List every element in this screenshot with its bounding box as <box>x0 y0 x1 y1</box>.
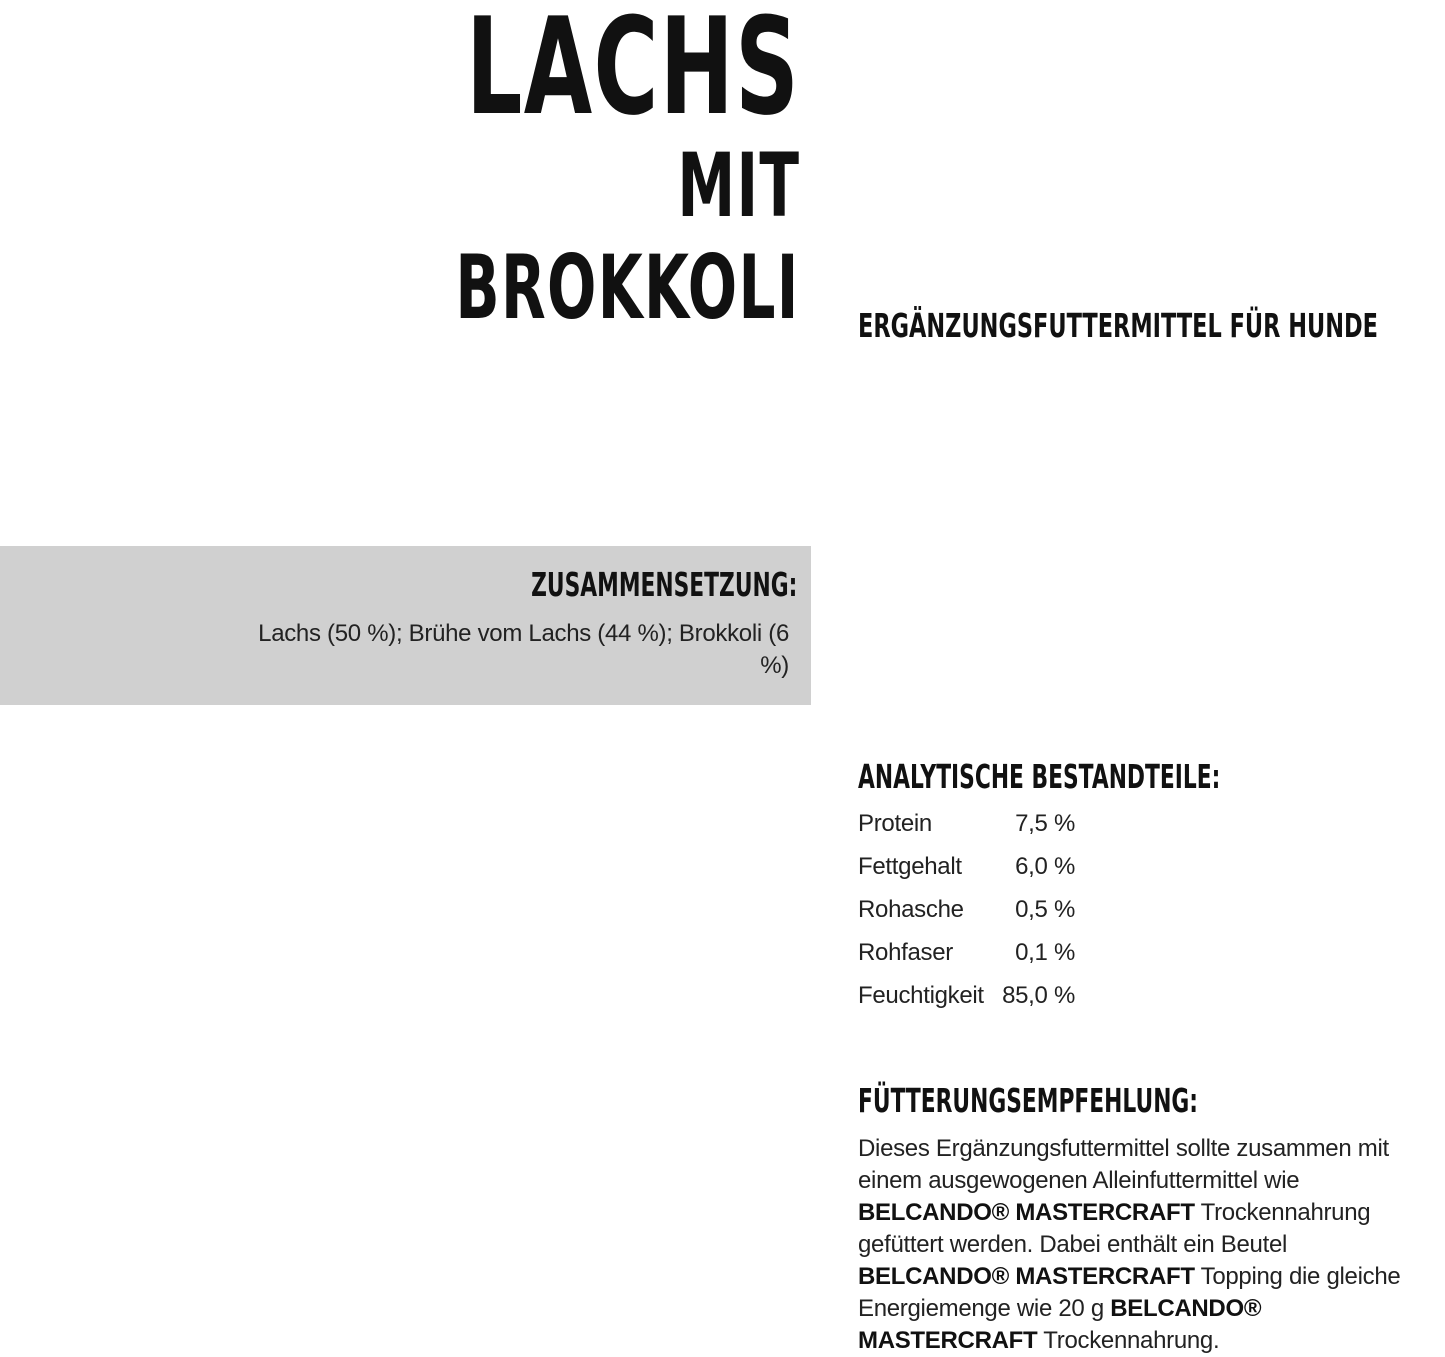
brand-name: BELCANDO® MASTERCRAFT <box>858 1295 1262 1354</box>
composition-heading: ZUSAMMENSETZUNG: <box>530 565 797 604</box>
composition-text: Lachs (50 %); Brühe vom Lachs (44 %); Brokkoli (6 %) <box>258 620 789 679</box>
product-title-line-2: MIT <box>677 134 800 237</box>
feeding-heading: FÜTTERUNGSEMPFEHLUNG: <box>858 1081 1199 1120</box>
analytic-name: Protein <box>858 810 932 837</box>
feeding-text-part: Trockennahrung. <box>1037 1327 1220 1354</box>
analytic-row <box>858 978 1088 1021</box>
feeding-text-part: Dieses Ergänzungsfuttermittel sollte zusammen mit einem ausgewogenen Alleinfuttermittel wie <box>858 1135 1389 1194</box>
composition-panel <box>0 546 811 705</box>
analytic-value: 0,5 % <box>1015 896 1075 923</box>
analytic-heading: ANALYTISCHE BESTANDTEILE: <box>858 757 1221 796</box>
analytic-value: 0,1 % <box>1015 939 1075 966</box>
product-title-line-3: BROKKOLI <box>455 236 800 339</box>
analytic-table <box>858 806 1088 1021</box>
analytic-name: Feuchtigkeit <box>858 982 984 1009</box>
analytic-row <box>858 806 1088 849</box>
analytic-value: 85,0 % <box>1002 982 1075 1009</box>
product-subtitle: ERGÄNZUNGSFUTTERMITTEL FÜR HUNDE <box>858 306 1378 345</box>
feeding-text-part: Topping die gleiche Energiemenge wie 20 g <box>858 1263 1401 1322</box>
analytic-value: 7,5 % <box>1015 810 1075 837</box>
analytic-name: Rohfaser <box>858 939 953 966</box>
feeding-text <box>858 1133 1443 1357</box>
brand-name: BELCANDO® MASTERCRAFT <box>858 1263 1195 1290</box>
analytic-row <box>858 935 1088 978</box>
analytic-row <box>858 892 1088 935</box>
brand-name: BELCANDO® MASTERCRAFT <box>858 1199 1195 1226</box>
analytic-name: Rohasche <box>858 896 964 923</box>
product-title-line-1: LACHS <box>465 0 800 145</box>
analytic-name: Fettgehalt <box>858 853 962 880</box>
feeding-text-part: Trockennahrung gefüttert werden. Dabei enthält ein Beutel <box>858 1199 1371 1258</box>
analytic-row <box>858 849 1088 892</box>
analytic-value: 6,0 % <box>1015 853 1075 880</box>
